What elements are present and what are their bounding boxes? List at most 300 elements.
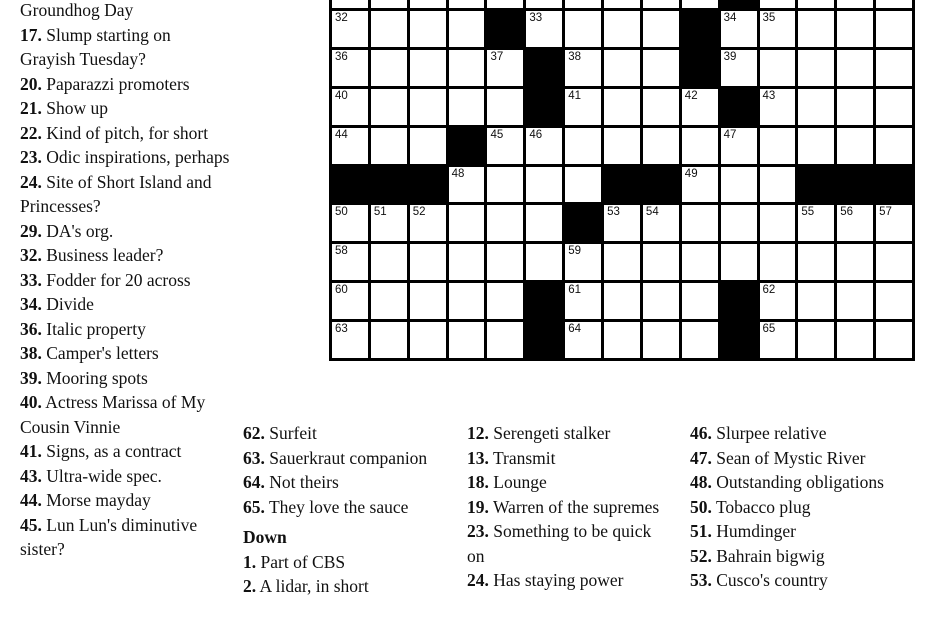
grid-cell <box>721 11 757 47</box>
grid-cell <box>643 283 679 319</box>
clue-number: 1. <box>243 551 257 572</box>
grid-cell <box>487 283 523 319</box>
clue <box>20 121 230 146</box>
clue <box>20 0 230 23</box>
clue <box>243 421 443 446</box>
grid-cell <box>332 205 368 241</box>
grid-cell <box>604 128 640 164</box>
clue-number: 2. <box>243 576 257 596</box>
grid-cell <box>837 283 873 319</box>
cell-number: 38 <box>568 50 581 63</box>
grid-cell <box>410 283 446 319</box>
clue-text: Sean of Mystic River <box>716 447 866 468</box>
grid-cell <box>721 205 757 241</box>
clue-text: Slurpee relative <box>716 423 827 443</box>
grid-cell <box>487 322 523 358</box>
clue-number: 40. <box>20 392 42 412</box>
grid-cell <box>371 50 407 86</box>
grid-cell <box>565 244 601 280</box>
clue-number: 36. <box>20 318 42 339</box>
grid-cell <box>565 322 601 358</box>
grid-cell <box>526 244 562 280</box>
clue <box>243 574 443 599</box>
clue-text: Has staying power <box>493 570 624 590</box>
grid-cell <box>565 283 601 319</box>
cell-number: 55 <box>801 206 815 219</box>
cell-number: 45 <box>490 128 504 141</box>
clue <box>20 268 230 293</box>
grid-cell <box>332 0 368 8</box>
clue-text: Tobacco plug <box>715 496 811 517</box>
grid-cell <box>837 50 873 86</box>
black-square <box>526 283 562 319</box>
cell-number: 52 <box>412 206 426 219</box>
cell-number: 60 <box>335 284 348 297</box>
grid-cell <box>332 283 368 319</box>
grid-cell <box>876 283 912 319</box>
cell-number: 59 <box>568 245 581 258</box>
grid-cell <box>876 244 912 280</box>
grid-cell <box>721 128 757 164</box>
grid-cell <box>721 244 757 280</box>
cell-number: 53 <box>607 206 620 219</box>
grid-cell <box>526 205 562 241</box>
clue <box>467 446 672 471</box>
clue-text: They love the sauce <box>268 496 409 517</box>
grid-cell <box>682 128 718 164</box>
clue <box>243 470 443 495</box>
cell-number: 40 <box>335 89 348 102</box>
black-square <box>526 50 562 86</box>
clue-text: Show up <box>46 98 108 118</box>
grid-cell <box>798 128 834 164</box>
grid-cell <box>837 11 873 47</box>
clue-text: Business leader? <box>46 245 164 265</box>
clue-number: 34. <box>20 294 42 314</box>
grid-cell <box>604 283 640 319</box>
clue-number: 45. <box>20 514 42 535</box>
grid-cell <box>449 322 485 358</box>
grid-cell <box>410 50 446 86</box>
grid-cell <box>760 0 796 8</box>
clue-number: 24. <box>20 171 42 192</box>
grid-cell <box>876 50 912 86</box>
grid-cell <box>410 322 446 358</box>
clue-text: Fodder for 20 across <box>46 269 191 290</box>
down-heading: Down <box>243 527 287 547</box>
clue-text: Groundhog Day <box>20 0 134 20</box>
crossword-grid <box>329 0 915 361</box>
grid-cell <box>837 244 873 280</box>
cell-number: 65 <box>762 323 776 336</box>
clue-text: Kind of pitch, for short <box>46 122 209 143</box>
black-square <box>682 11 718 47</box>
grid-cell <box>449 167 485 203</box>
clue-number: 32. <box>20 245 42 265</box>
clue-text: Lun Lun's diminutive sister? <box>20 514 198 559</box>
black-square <box>604 167 640 203</box>
grid-cell <box>682 0 718 8</box>
clue-number: 47. <box>690 447 712 468</box>
grid-cell <box>682 322 718 358</box>
cell-number: 62 <box>762 284 776 297</box>
black-square <box>410 167 446 203</box>
grid-cell <box>410 0 446 8</box>
cell-number: 36 <box>335 50 348 63</box>
across-clues-column <box>20 0 230 562</box>
grid-cell <box>798 11 834 47</box>
grid-cell <box>449 50 485 86</box>
grid-cell <box>760 167 796 203</box>
grid-cell <box>721 167 757 203</box>
grid-cell <box>643 322 679 358</box>
grid-cell <box>876 205 912 241</box>
black-square <box>721 89 757 125</box>
grid-cell <box>332 89 368 125</box>
grid-cell <box>876 128 912 164</box>
clue-text: Transmit <box>492 447 556 468</box>
clue <box>690 519 925 544</box>
black-square <box>332 167 368 203</box>
clue-text: DA's org. <box>46 220 114 241</box>
grid-cell <box>760 283 796 319</box>
clue-number: 20. <box>20 73 42 94</box>
clue-text: Site of Short Island and Princesses? <box>20 171 212 216</box>
grid-cell <box>371 11 407 47</box>
grid-cell <box>332 322 368 358</box>
black-square <box>876 167 912 203</box>
grid-cell <box>876 322 912 358</box>
cell-number: 58 <box>335 245 348 258</box>
clue <box>467 519 672 568</box>
grid-cell <box>798 0 834 8</box>
cell-number: 47 <box>723 128 737 141</box>
grid-cell <box>604 322 640 358</box>
grid-cell <box>682 244 718 280</box>
clue-number: 52. <box>690 545 712 566</box>
grid-cell <box>565 128 601 164</box>
cell-number: 63 <box>335 323 348 336</box>
across-clues-continued <box>243 421 443 519</box>
grid-cell <box>526 167 562 203</box>
grid-cell <box>526 11 562 47</box>
grid-cell <box>760 322 796 358</box>
clue <box>20 145 230 170</box>
grid-cell <box>449 244 485 280</box>
grid-cell <box>410 89 446 125</box>
grid-cell <box>449 205 485 241</box>
clue <box>20 170 230 219</box>
cell-number: 35 <box>762 11 776 24</box>
grid-cell <box>487 244 523 280</box>
grid-cell <box>487 128 523 164</box>
clue-number: 38. <box>20 343 42 363</box>
clue <box>690 495 925 520</box>
grid-cell <box>371 0 407 8</box>
clue <box>20 96 230 121</box>
grid-cell <box>876 11 912 47</box>
grid-cell <box>487 89 523 125</box>
clue-text: Slump starting on Grayish Tuesday? <box>20 24 171 69</box>
clue-number: 62. <box>243 423 265 443</box>
clue-number: 41. <box>20 441 42 461</box>
grid-cell <box>410 128 446 164</box>
grid-cell <box>682 89 718 125</box>
black-square <box>682 50 718 86</box>
clue <box>20 243 230 268</box>
clue-text: Lounge <box>493 472 547 492</box>
clue <box>20 464 230 489</box>
grid-cell <box>371 244 407 280</box>
clue-number: 21. <box>20 98 42 118</box>
cell-number: 50 <box>335 206 348 219</box>
grid-cell <box>371 205 407 241</box>
grid-cell <box>332 50 368 86</box>
clue <box>243 550 443 575</box>
clue-number: 29. <box>20 220 42 241</box>
black-square <box>721 283 757 319</box>
cell-number: 37 <box>490 50 504 63</box>
grid-cell <box>682 205 718 241</box>
grid-cell <box>565 11 601 47</box>
grid-cell <box>643 89 679 125</box>
clue-number: 46. <box>690 423 712 443</box>
grid-cell <box>837 322 873 358</box>
clue <box>20 317 230 342</box>
cell-number: 51 <box>373 206 387 219</box>
cell-number: 46 <box>529 128 543 141</box>
grid-cell <box>643 11 679 47</box>
clue-text: Something to be quick on <box>467 521 652 566</box>
clue <box>20 488 230 513</box>
clue-text: Actress Marissa of My Cousin Vinnie <box>20 392 206 437</box>
grid-cell <box>798 244 834 280</box>
clue <box>467 568 672 593</box>
black-square <box>371 167 407 203</box>
cell-number: 64 <box>568 323 581 336</box>
cell-number: 49 <box>684 167 698 180</box>
grid-cell <box>643 0 679 8</box>
grid-cell <box>604 0 640 8</box>
grid-cell <box>449 283 485 319</box>
grid-cell <box>449 11 485 47</box>
grid-cell <box>798 205 834 241</box>
clue-text: Cusco's country <box>716 570 828 590</box>
black-square <box>526 89 562 125</box>
clue <box>243 495 443 520</box>
clue-text: Warren of the supremes <box>492 496 660 517</box>
black-square <box>798 167 834 203</box>
cell-number: 43 <box>762 89 776 102</box>
clue-number: 51. <box>690 521 712 541</box>
grid-cell <box>565 0 601 8</box>
grid-cell <box>371 128 407 164</box>
grid-cell <box>410 205 446 241</box>
grid-cell <box>604 205 640 241</box>
clue-text: Morse mayday <box>46 490 151 510</box>
clue-number: 22. <box>20 122 42 143</box>
grid-cell <box>837 128 873 164</box>
grid-cell <box>526 128 562 164</box>
grid-cell <box>449 89 485 125</box>
clue-text: Divide <box>46 294 94 314</box>
grid-cell <box>604 244 640 280</box>
clue <box>690 421 925 446</box>
grid-cell <box>565 167 601 203</box>
clue-number: 23. <box>467 521 489 541</box>
grid-cell <box>604 89 640 125</box>
clue <box>20 72 230 97</box>
clue <box>467 470 672 495</box>
grid-cell <box>371 322 407 358</box>
black-square <box>643 167 679 203</box>
grid-cell <box>332 128 368 164</box>
clue-text: Odic inspirations, perhaps <box>46 147 230 167</box>
clue <box>20 513 230 562</box>
grid-cell <box>798 322 834 358</box>
grid-cell <box>760 11 796 47</box>
clue-number: 24. <box>467 570 489 590</box>
clue <box>20 366 230 391</box>
clue-number: 18. <box>467 472 489 492</box>
clue-text: Surfeit <box>269 423 317 443</box>
grid-cell <box>643 128 679 164</box>
grid-cell <box>371 283 407 319</box>
clue <box>690 568 925 593</box>
black-square <box>526 322 562 358</box>
grid-cell <box>487 167 523 203</box>
clue-text: Outstanding obligations <box>716 472 884 492</box>
clue-text: Not theirs <box>269 472 339 492</box>
cell-number: 41 <box>568 89 581 102</box>
cell-number: 32 <box>335 11 348 24</box>
clue-number: 23. <box>20 147 42 167</box>
clue <box>20 341 230 366</box>
clue-number: 53. <box>690 570 712 590</box>
black-square <box>487 11 523 47</box>
grid-cell <box>760 205 796 241</box>
clue-number: 43. <box>20 465 42 486</box>
grid-cell <box>682 283 718 319</box>
grid-cell <box>798 283 834 319</box>
grid-cell <box>487 0 523 8</box>
down-clues-column-4 <box>690 421 925 593</box>
clue-text: Ultra-wide spec. <box>46 465 162 486</box>
grid-cell <box>876 0 912 8</box>
grid-cell <box>604 50 640 86</box>
grid-cell <box>371 89 407 125</box>
clue-number: 44. <box>20 490 42 510</box>
clue-number: 64. <box>243 472 265 492</box>
cell-number: 44 <box>335 128 348 141</box>
grid-cell <box>876 89 912 125</box>
grid-cell <box>410 244 446 280</box>
clue-text: Part of CBS <box>260 551 346 572</box>
grid-cell <box>760 244 796 280</box>
grid-cell <box>721 50 757 86</box>
cell-number: 33 <box>529 11 543 24</box>
clue-text: A lidar, in short <box>259 576 369 596</box>
clue-number: 17. <box>20 24 42 45</box>
cell-number: 42 <box>684 89 698 102</box>
clue <box>690 470 925 495</box>
grid-cell <box>332 244 368 280</box>
clue-number: 13. <box>467 447 489 468</box>
down-clues-column-3 <box>467 421 672 593</box>
clue-number: 33. <box>20 269 42 290</box>
clue-text: Paparazzi promoters <box>46 73 190 94</box>
cell-number: 54 <box>645 206 659 219</box>
clue <box>20 219 230 244</box>
cell-number: 56 <box>840 206 854 219</box>
grid-cell <box>682 167 718 203</box>
clue-number: 12. <box>467 423 489 443</box>
clue-number: 39. <box>20 367 42 388</box>
clue <box>467 421 672 446</box>
black-square <box>565 205 601 241</box>
down-clues-start <box>243 550 443 599</box>
clue-number: 63. <box>243 447 265 468</box>
grid-cell <box>643 244 679 280</box>
grid-cell <box>332 11 368 47</box>
black-square <box>721 0 757 8</box>
clue <box>20 23 230 72</box>
grid-cell <box>604 11 640 47</box>
grid-cell <box>837 89 873 125</box>
clue-text: Camper's letters <box>46 343 159 363</box>
clue-text: Italic property <box>46 318 146 339</box>
clue <box>243 446 443 471</box>
grid-cell <box>449 0 485 8</box>
grid-cell <box>760 89 796 125</box>
grid-cell <box>760 50 796 86</box>
clue-number: 19. <box>467 496 489 517</box>
grid-cell <box>526 0 562 8</box>
clue <box>20 292 230 317</box>
clue <box>690 544 925 569</box>
cell-number: 48 <box>451 167 465 180</box>
clue <box>690 446 925 471</box>
black-square <box>449 128 485 164</box>
clue <box>20 439 230 464</box>
grid-cell <box>837 0 873 8</box>
clues-column-2 <box>243 421 443 599</box>
clue-number: 48. <box>690 472 712 492</box>
clue-text: Mooring spots <box>46 367 148 388</box>
clue-text: Serengeti stalker <box>493 423 611 443</box>
cell-number: 34 <box>723 11 737 24</box>
cell-number: 39 <box>723 50 737 63</box>
clue-text: Bahrain bigwig <box>716 545 825 566</box>
clue-text: Signs, as a contract <box>46 441 182 461</box>
grid-cell <box>798 89 834 125</box>
grid-cell <box>565 89 601 125</box>
grid-cell <box>487 50 523 86</box>
grid-cell <box>837 205 873 241</box>
clue-number: 50. <box>690 496 712 517</box>
grid-cell <box>410 11 446 47</box>
grid-cell <box>565 50 601 86</box>
grid-cell <box>643 50 679 86</box>
grid-cell <box>643 205 679 241</box>
cell-number: 61 <box>568 284 581 297</box>
clue-text: Humdinger <box>716 521 796 541</box>
grid-cell <box>487 205 523 241</box>
black-square <box>837 167 873 203</box>
clue-text: Sauerkraut companion <box>269 447 428 468</box>
grid-cell <box>798 50 834 86</box>
clue-number: 65. <box>243 496 265 517</box>
